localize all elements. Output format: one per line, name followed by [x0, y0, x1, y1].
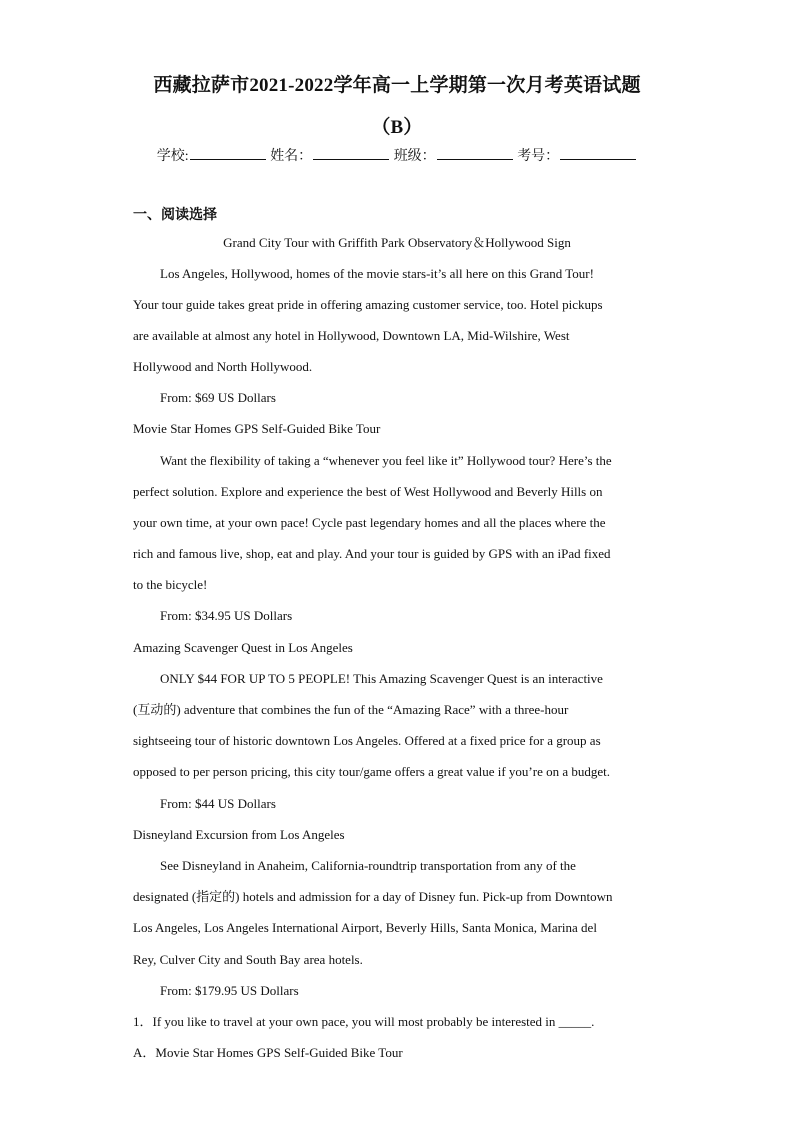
paragraph-line: Hollywood and North Hollywood.	[133, 359, 313, 374]
paragraph-line: opposed to per person pricing, this city tour/game offers a great value if you’re on a budget.	[133, 764, 611, 779]
paragraph-line: Want the flexibility of taking a “whenever you feel like it” Hollywood tour? Here’s the	[160, 453, 612, 468]
exam-number-label: 考号：	[517, 149, 560, 164]
price-line: From: $34.95 US Dollars	[160, 608, 293, 623]
question-1-option-a[interactable]: A．Movie Star Homes GPS Self-Guided Bike Tour	[133, 1045, 403, 1060]
class-label: 班级：	[393, 149, 436, 164]
paragraph-line: are available at almost any hotel in Hollywood, Downtown LA, Mid-Wilshire, West	[133, 328, 570, 343]
paragraph-line: rich and famous live, shop, eat and play. And your tour is guided by GPS with an iPad fixed	[133, 546, 611, 561]
exam-title-version: （B）	[371, 117, 423, 138]
paragraph-line: Your tour guide takes great pride in offering amazing customer service, too. Hotel pickups	[133, 297, 603, 312]
paragraph-line: Los Angeles, Hollywood, homes of the movie stars-it’s all here on this Grand Tour!	[160, 266, 594, 281]
question-1-stem: 1．If you like to travel at your own pace, you will most probably be interested in _____.	[133, 1014, 595, 1029]
price-line: From: $69 US Dollars	[160, 390, 276, 405]
exam-number-blank[interactable]	[560, 145, 636, 160]
paragraph-line: your own time, at your own pace! Cycle past legendary homes and all the places where the	[133, 515, 606, 530]
paragraph-line: perfect solution. Explore and experience the best of West Hollywood and Beverly Hills on	[133, 484, 603, 499]
tour-heading: Disneyland Excursion from Los Angeles	[133, 827, 345, 842]
paragraph-line: sightseeing tour of historic downtown Los Angeles. Offered at a fixed price for a group as	[133, 733, 601, 748]
name-blank[interactable]	[313, 145, 389, 160]
paragraph-line: See Disneyland in Anaheim, California-roundtrip transportation from any of the	[160, 858, 576, 873]
paragraph-line: designated (指定的) hotels and admission for a day of Disney fun. Pick-up from Downtown	[133, 889, 613, 904]
paragraph-line: Los Angeles, Los Angeles International Airport, Beverly Hills, Santa Monica, Marina del	[133, 920, 597, 935]
exam-title: 西藏拉萨市2021-2022学年高一上学期第一次月考英语试题	[153, 75, 641, 96]
tour-heading: Amazing Scavenger Quest in Los Angeles	[133, 640, 353, 655]
price-line: From: $44 US Dollars	[160, 796, 276, 811]
class-blank[interactable]	[437, 145, 513, 160]
paragraph-line: ONLY $44 FOR UP TO 5 PEOPLE! This Amazing Scavenger Quest is an interactive	[160, 671, 603, 686]
price-line: From: $179.95 US Dollars	[160, 983, 299, 998]
tour-heading: Movie Star Homes GPS Self-Guided Bike Tour	[133, 421, 381, 436]
name-label: 姓名：	[270, 149, 313, 164]
passage-title: Grand City Tour with Griffith Park Observatory＆Hollywood Sign	[223, 235, 571, 250]
school-label: 学校:	[156, 149, 189, 164]
paragraph-line: to the bicycle!	[133, 577, 208, 592]
paragraph-line: (互动的) adventure that combines the fun of the “Amazing Race” with a three-hour	[133, 702, 569, 717]
student-info-row	[0, 145, 794, 165]
school-blank[interactable]	[190, 145, 266, 160]
paragraph-line: Rey, Culver City and South Bay area hotels.	[133, 952, 363, 967]
section-heading: 一、阅读选择	[133, 208, 217, 223]
